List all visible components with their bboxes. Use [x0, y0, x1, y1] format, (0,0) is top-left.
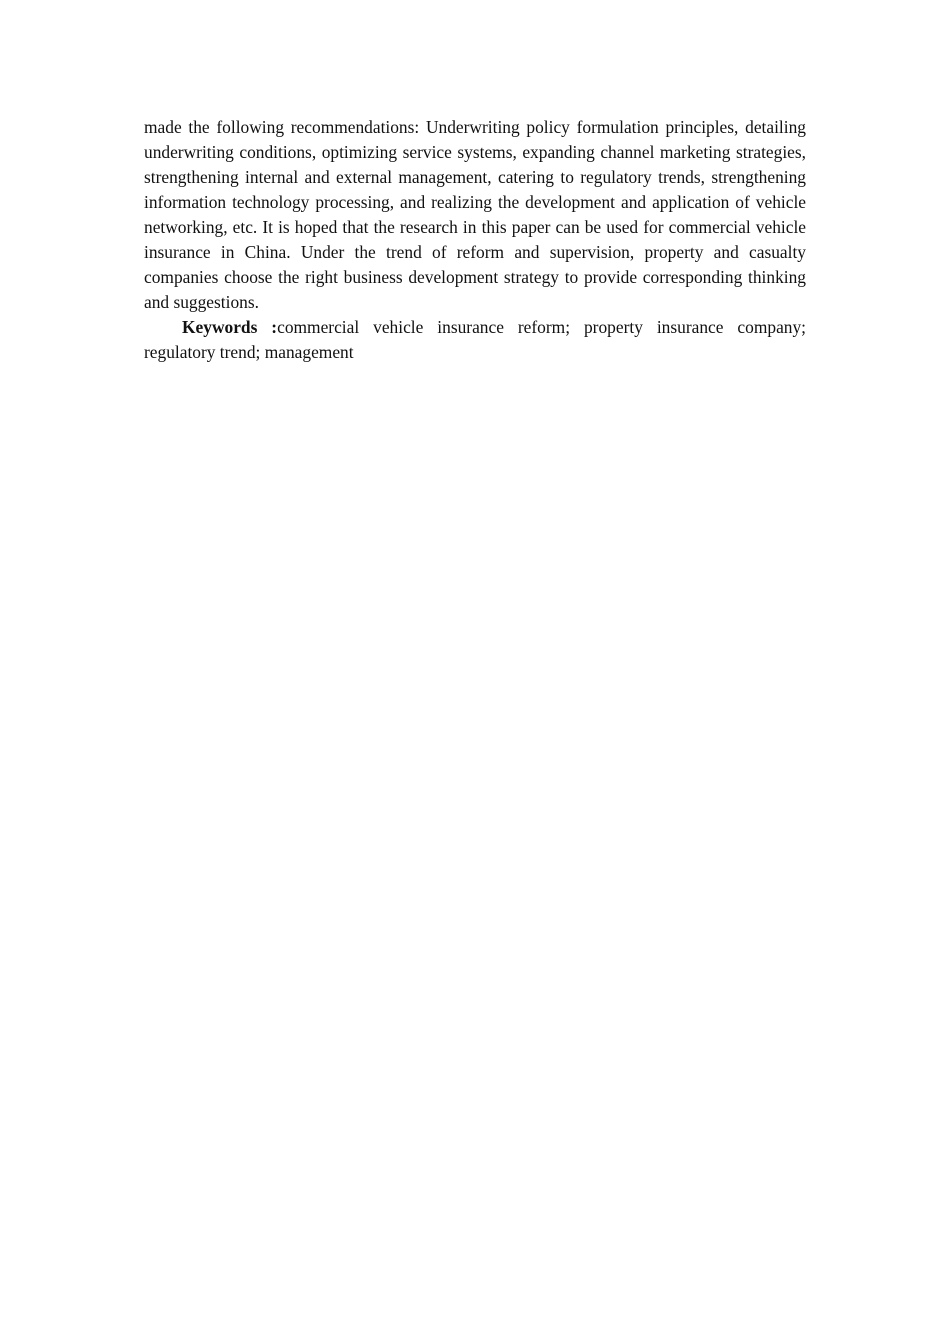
keywords-label: Keywords :	[182, 317, 278, 337]
keywords-paragraph	[144, 315, 806, 365]
abstract-body	[144, 115, 806, 365]
keywords-text: commercial vehicle insurance reform; property insurance company; regulatory trend; management	[144, 317, 807, 362]
abstract-paragraph: made the following recommendations: Underwriting policy formulation principles, detailing underwriting conditions, optimizing service systems, expanding channel marketing strategies, strengthening internal and external management, catering to regulatory trends, strengthening information technology processing, and realizing the development and application of vehicle networking, etc. It is hoped that the research in this paper can be used for commercial vehicle insurance in China. Under the trend of reform and supervision, property and casualty companies choose the right business development strategy to provide corresponding thinking and suggestions.	[144, 117, 806, 312]
